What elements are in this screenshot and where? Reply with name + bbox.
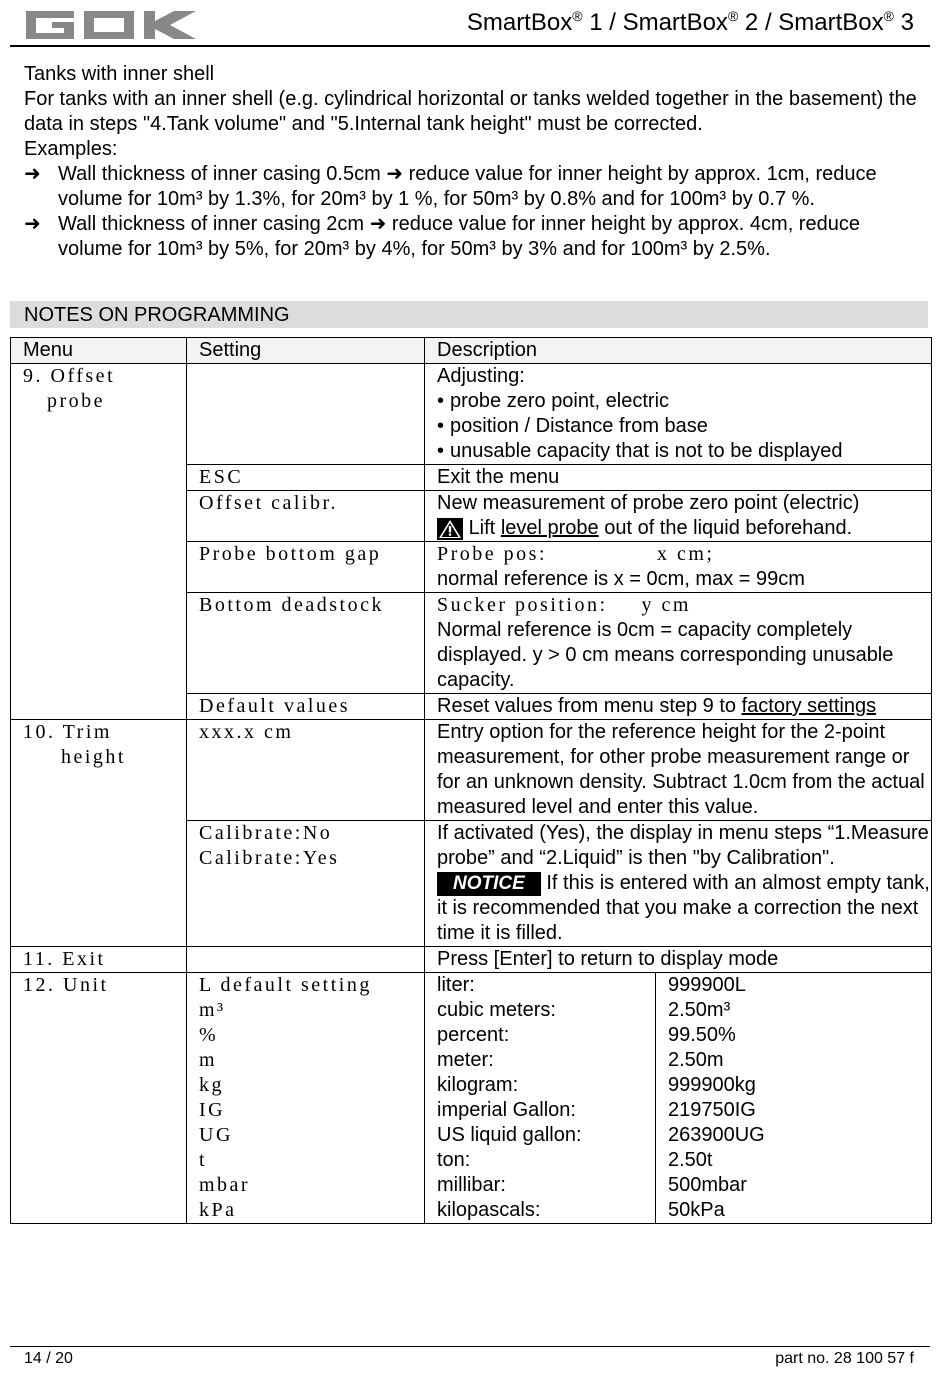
menu-cell: 12. Unit — [11, 973, 187, 1224]
table-header-row — [11, 338, 932, 364]
menu-cell: 9. Offset probe — [11, 364, 187, 720]
footer-divider — [10, 1346, 930, 1347]
gok-logo — [24, 9, 199, 41]
unit-value-cell: 999900L 2.50m³ 99.50% 2.50m 999900kg 219750IG 263900UG 2.50t 500mbar 50kPa — [656, 973, 932, 1224]
setting-cell: xxx.x cm — [187, 720, 425, 821]
example-item — [24, 162, 924, 212]
example-item — [24, 212, 924, 262]
intro-section — [24, 62, 924, 262]
setting-cell — [187, 947, 425, 973]
table-row — [11, 364, 932, 465]
description-cell: Reset values from menu step 9 to factory settings — [425, 694, 932, 720]
list-item: • position / Distance from base — [437, 414, 931, 439]
header-menu: Menu — [11, 338, 187, 364]
section-title: NOTES ON PROGRAMMING — [24, 304, 290, 326]
setting-cell — [187, 364, 425, 465]
setting-cell: Calibrate:No Calibrate:Yes — [187, 821, 425, 947]
description-cell: Probe pos: x cm; normal reference is x = 0cm, max = 99cm — [425, 542, 932, 593]
setting-cell: L default setting m³ % m kg IG UG t mbar kPa — [187, 973, 425, 1224]
intro-heading: Tanks with inner shell — [24, 63, 215, 85]
part-number: part no. 28 100 57 f — [775, 1350, 914, 1367]
description-cell: Press [Enter] to return to display mode — [425, 947, 932, 973]
description-cell: Exit the menu — [425, 465, 932, 491]
programming-table — [10, 337, 932, 1224]
warning-icon — [437, 518, 463, 540]
intro-paragraph: For tanks with an inner shell (e.g. cylindrical horizontal or tanks welded together in the basement) the data in steps "4.Tank volume" and "5.Internal tank height" must be corrected. — [24, 88, 917, 135]
description-cell: Entry option for the reference height for the 2-point measurement, for other probe measurement range or for an unknown density. Subtract 1.0cm from the actual measured level and enter this value. — [425, 720, 932, 821]
list-item: • unusable capacity that is not to be displayed — [437, 439, 931, 464]
table-row — [11, 947, 932, 973]
list-item: • probe zero point, electric — [437, 389, 931, 414]
arrow-icon: ➜ — [24, 163, 41, 185]
header-title: SmartBox® 1 / SmartBox® 2 / SmartBox® 3 — [466, 8, 914, 36]
setting-cell: Probe bottom gap — [187, 542, 425, 593]
example-text: Wall thickness of inner casing 2cm ➜ reduce value for inner height by approx. 4cm, reduce volume for 10m³ by 5%, for 20m³ by 4%, for 50m³ by 3% and for 100m³ by 2.5%. — [58, 213, 860, 260]
description-cell: If activated (Yes), the display in menu steps “1.Measure probe” and “2.Liquid” is then "by Calibration". NOTICE If this is entered with an almost empty tank, it is recommended that you make a correction the next time it is filled. — [425, 821, 932, 947]
header-divider — [10, 45, 930, 47]
arrow-icon: ➜ — [24, 213, 41, 235]
setting-cell: Offset calibr. — [187, 491, 425, 542]
description-cell: Adjusting: • probe zero point, electric • position / Distance from base • unusable capacity that is not to be displayed — [425, 364, 932, 465]
header-setting: Setting — [187, 338, 425, 364]
header-description: Description — [425, 338, 932, 364]
description-cell: Sucker position: y cm Normal reference is 0cm = capacity completely displayed. y > 0 cm means corresponding unusable capacity. — [425, 593, 932, 694]
menu-cell: 11. Exit — [11, 947, 187, 973]
examples-label: Examples: — [24, 138, 118, 160]
menu-cell: 10. Trim height — [11, 720, 187, 947]
table-row — [11, 973, 932, 1224]
unit-name-cell: liter: cubic meters: percent: meter: kilogram: imperial Gallon: US liquid gallon: ton: millibar: kilopascals: — [425, 973, 656, 1224]
page-number: 14 / 20 — [24, 1350, 73, 1367]
table-row — [11, 720, 932, 821]
description-cell: New measurement of probe zero point (electric) Lift level probe out of the liquid beforehand. — [425, 491, 932, 542]
example-text: Wall thickness of inner casing 0.5cm ➜ reduce value for inner height by approx. 1cm, reduce volume for 10m³ by 1.3%, for 20m³ by 1 %, for 50m³ by 0.8% and for 100m³ by 0.7 %. — [58, 163, 877, 210]
section-title-bar — [10, 301, 928, 328]
setting-cell: ESC — [187, 465, 425, 491]
notice-badge: NOTICE — [437, 872, 541, 896]
setting-cell: Bottom deadstock — [187, 593, 425, 694]
setting-cell: Default values — [187, 694, 425, 720]
